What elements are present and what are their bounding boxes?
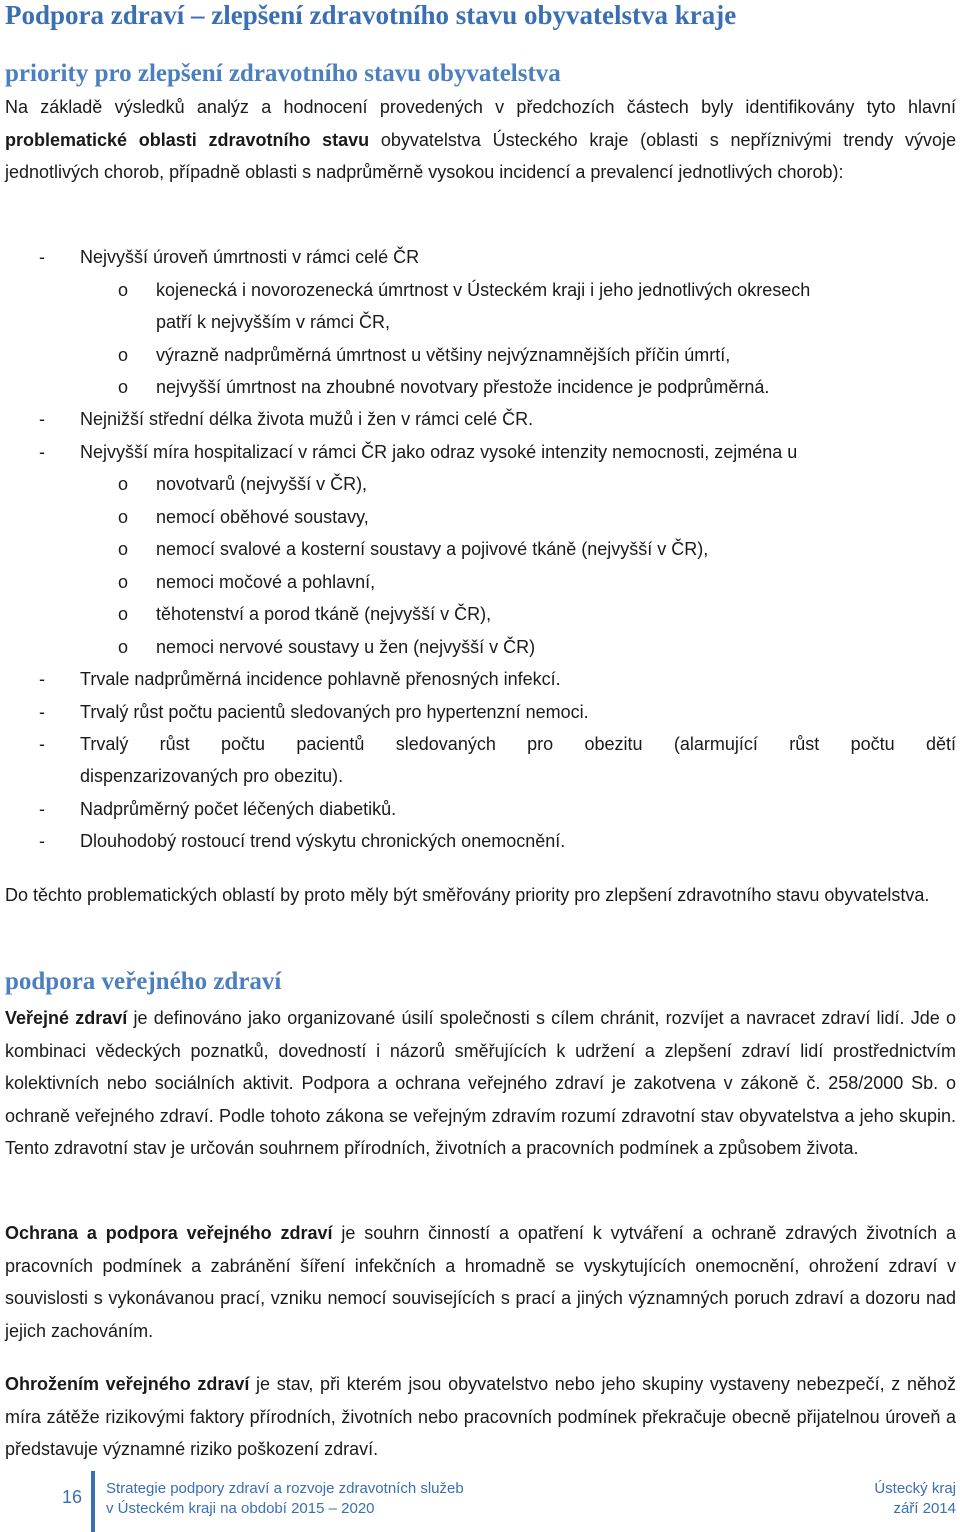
sublist-item: nemoci močové a pohlavní, [156, 572, 376, 592]
list-dash: - [39, 799, 45, 819]
list-item: Trvale nadprůměrná incidence pohlavně přenosných infekcí. [80, 669, 561, 689]
sublist-item: nejvyšší úmrtnost na zhoubné novotvary přestože incidence je podprůměrná. [156, 377, 770, 397]
sublist-item: výrazně nadprůměrná úmrtnost u většiny nejvýznamnějších příčin úmrtí, [156, 345, 731, 365]
footer-title-line-1: Strategie podpory zdraví a rozvoje zdravotních služeb [106, 1480, 464, 1497]
list-dash: - [39, 702, 45, 722]
sublist-item: kojenecká i novorozenecká úmrtnost v Ústeckém kraji i jeho jednotlivých okresech [156, 280, 811, 300]
footer-date: září 2014 [893, 1500, 956, 1517]
intro-paragraph [5, 91, 956, 189]
list-item: Nejvyšší míra hospitalizací v rámci ČR jako odraz vysoké intenzity nemocnosti, zejména u [80, 442, 798, 462]
list-dash: - [39, 409, 45, 429]
sublist-bullet: o [118, 572, 129, 592]
list-item: Nadprůměrný počet léčených diabetiků. [80, 799, 397, 819]
paragraph-protection [5, 1217, 956, 1347]
section-heading-priorities: priority pro zlepšení zdravotního stavu obyvatelstva [5, 60, 561, 87]
paragraph-text: je souhrn činností a opatření k vytváření a ochraně zdravých životních a pracovních podmínek a zabránění šíření infekčních a hromadně se vyskytujících onemocnění, ohrožení zdraví v souvislosti s vykonávanou prací, vzniku nemocí souvisejících s prací a jiných významných poruch zdraví a dozoru nad jejich zachováním. [5, 1223, 957, 1341]
list-dash: - [39, 734, 45, 754]
footer-title-line-2: v Ústeckém kraji na období 2015 – 2020 [106, 1500, 375, 1517]
sublist-item: nemocí svalové a kosterní soustavy a pojivové tkáně (nejvyšší v ČR), [156, 539, 709, 559]
page-number: 16 [62, 1487, 83, 1507]
sublist-bullet: o [118, 604, 129, 624]
intro-bold: problematické oblasti zdravotního stavu [5, 129, 370, 150]
list-dash: - [39, 442, 45, 462]
sublist-bullet: o [118, 345, 129, 365]
term-protection: Ochrana a podpora veřejného zdraví [5, 1223, 333, 1243]
conclusion-paragraph: Do těchto problematických oblastí by proto měly být směřovány priority pro zlepšení zdravotního stavu obyvatelstva. [5, 885, 930, 905]
list-item: Trvalý růst počtu pacientů sledovaných pro obezitu (alarmující růst počtu dětí [80, 734, 956, 754]
sublist-item: nemocí oběhové soustavy, [156, 507, 369, 527]
sublist-bullet: o [118, 377, 129, 397]
sublist-bullet: o [118, 280, 129, 300]
footer-region-date [874, 1479, 956, 1519]
list-dash: - [39, 831, 45, 851]
list-item: Nejvyšší úroveň úmrtnosti v rámci celé ČR [80, 247, 420, 267]
footer-divider [91, 1471, 95, 1532]
list-item: Dlouhodobý rostoucí trend výskytu chronických onemocnění. [80, 831, 566, 851]
list-item: Nejnižší střední délka života mužů i žen v rámci celé ČR. [80, 409, 534, 429]
paragraph-text: je stav, při kterém jsou obyvatelstvo nebo jeho skupiny vystaveny nebezpečí, z něhož míra zátěže rizikovými faktory přírodních, životních nebo pracovních podmínek překračuje obecně přijatelnou úroveň a představuje významné riziko poškození zdraví. [5, 1374, 956, 1459]
list-item: Trvalý růst počtu pacientů sledovaných pro hypertenzní nemoci. [80, 702, 589, 722]
sublist-item: těhotenství a porod tkáně (nejvyšší v ČR), [156, 604, 492, 624]
paragraph-text: je definováno jako organizované úsilí společnosti s cílem chránit, rozvíjet a navracet zdraví lidí. Jde o kombinaci vědeckých poznatků, dovedností i názorů směřujících k udržení a zlepšení zdraví lidí prostřednictvím kolektivních nebo sociálních aktivit. Podpora a ochrana veřejného zdraví je zakotvena v zákoně č. 258/2000 Sb. o ochraně veřejného zdraví. Podle tohoto zákona se veřejným zdravím rozumí zdravotní stav obyvatelstva a jeho skupin. Tento zdravotní stav je určován souhrnem přírodních, životních a pracovních podmínek a způsobem života. [5, 1008, 956, 1158]
section-heading-public-health: podpora veřejného zdraví [5, 968, 282, 995]
sublist-bullet: o [118, 637, 129, 657]
paragraph-public-health [5, 1002, 956, 1165]
term-threat: Ohrožením veřejného zdraví [5, 1374, 250, 1394]
sublist-item: nemoci nervové soustavy u žen (nejvyšší v ČR) [156, 637, 536, 657]
footer-document-title [106, 1479, 464, 1519]
sublist-bullet: o [118, 474, 129, 494]
sublist-bullet: o [118, 539, 129, 559]
intro-text-a: Na základě výsledků analýz a hodnocení provedených v předchozích částech byly identifikovány tyto hlavní [5, 97, 956, 117]
intro-text-b: obyvatelstva Ústeckého kraje (oblasti s nepříznivými trendy vývoje jednotlivých chorob, případně oblasti s nadprůměrně vysokou incidencí a prevalencí jednotlivých chorob): [5, 129, 956, 182]
sublist-item: novotvarů (nejvyšší v ČR), [156, 474, 368, 494]
list-dash: - [39, 247, 45, 267]
list-item-continuation: dispenzarizovaných pro obezitu). [80, 766, 344, 786]
page-title: Podpora zdraví – zlepšení zdravotního stavu obyvatelstva kraje [5, 0, 737, 30]
paragraph-threat [5, 1368, 956, 1466]
footer-region: Ústecký kraj [874, 1480, 956, 1497]
sublist-bullet: o [118, 507, 129, 527]
list-dash: - [39, 669, 45, 689]
term-public-health: Veřejné zdraví [5, 1008, 128, 1028]
sublist-item-continuation: patří k nejvyšším v rámci ČR, [156, 312, 391, 332]
